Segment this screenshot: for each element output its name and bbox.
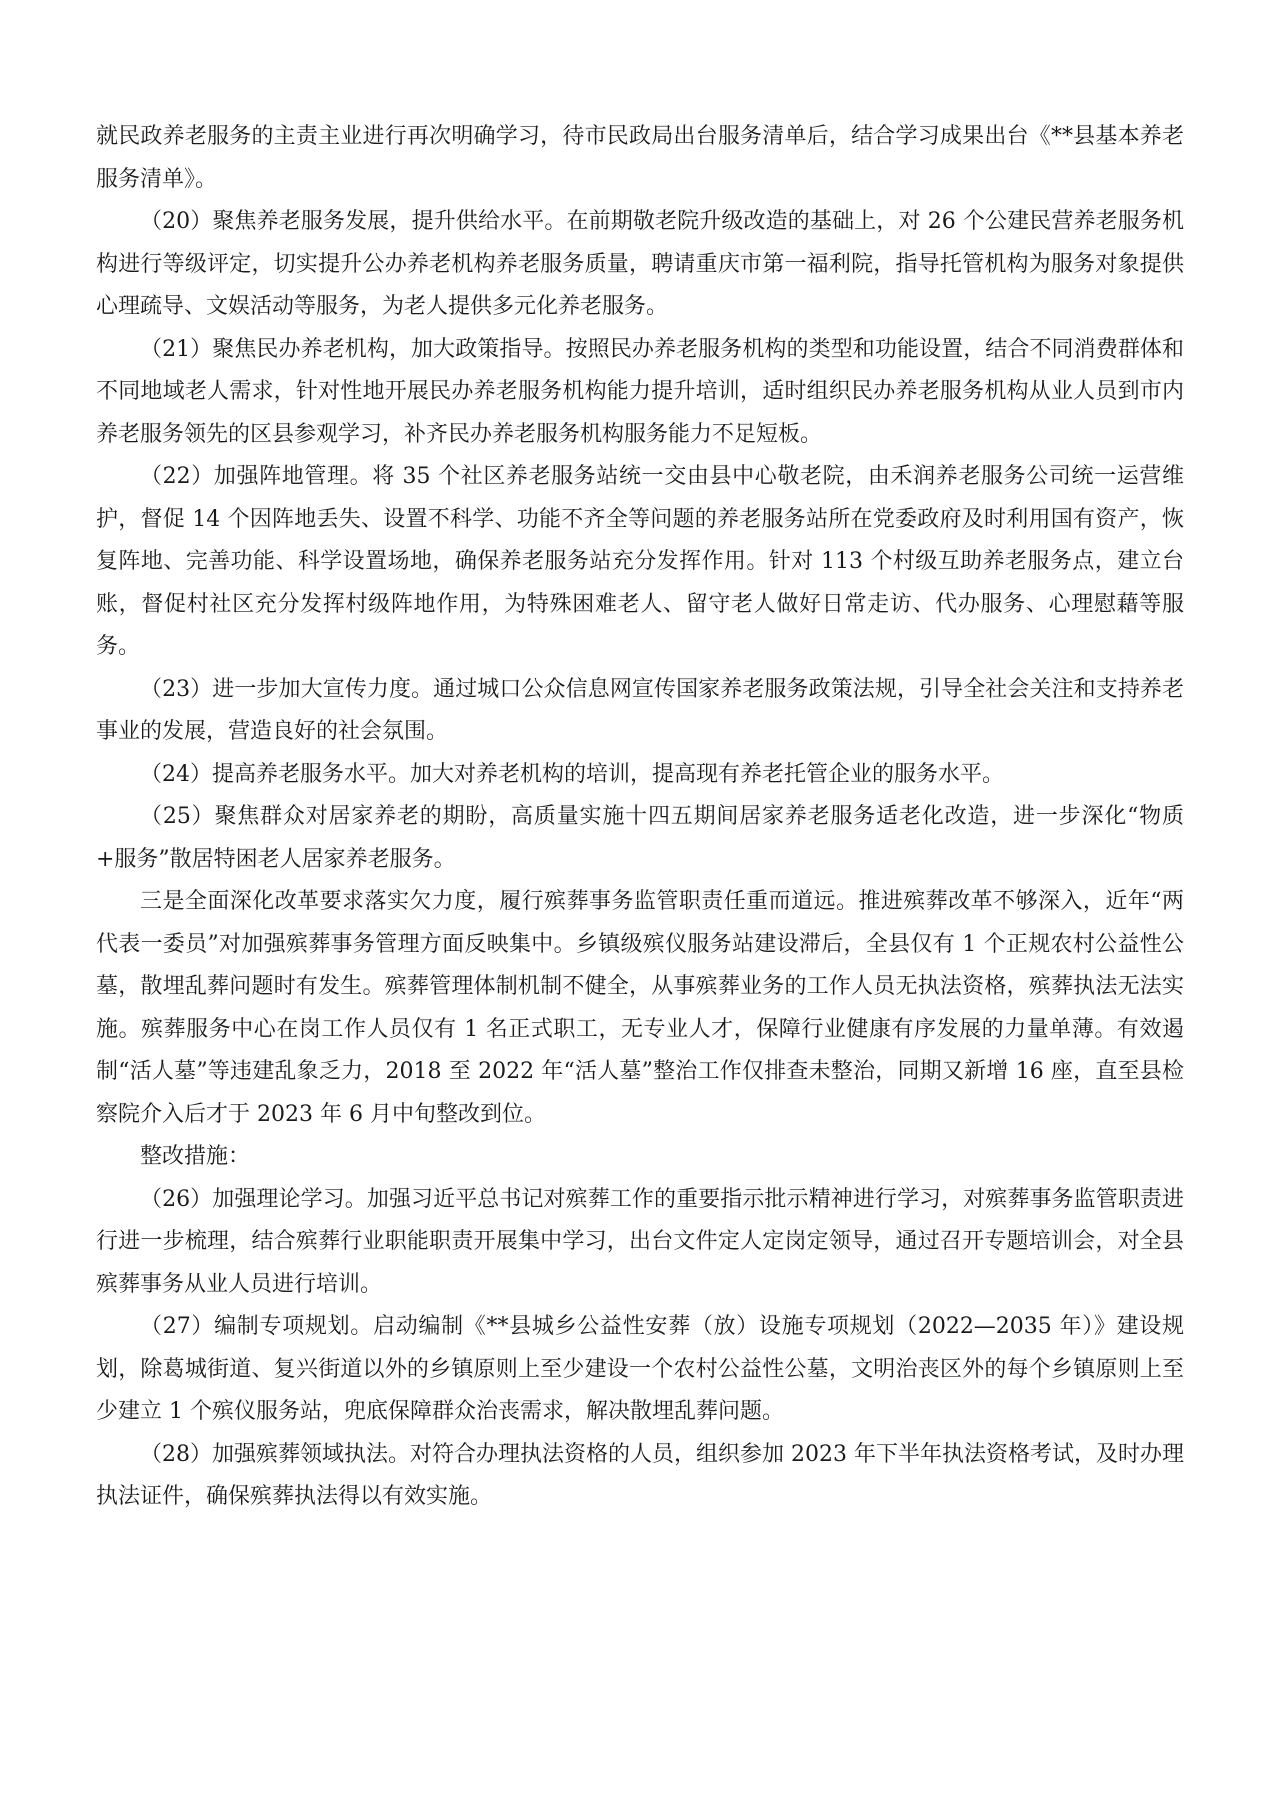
paragraph-item-25: （25）聚焦群众对居家养老的期盼，高质量实施十四五期间居家养老服务适老化改造，进一步深化“物质+服务”散居特困老人居家养老服务。	[96, 804, 1184, 872]
paragraph-continuation: 就民政养老服务的主责主业进行再次明确学习，待市民政局出台服务清单后，结合学习成果出台《**县基本养老服务清单》。	[96, 124, 1184, 192]
paragraph-item-20: （20）聚焦养老服务发展，提升供给水平。在前期敬老院升级改造的基础上，对 26 个公建民营养老服务机构进行等级评定，切实提升公办养老机构养老服务质量，聘请重庆市第一福利院，指导托管机构为服务对象提供心理疏导、文娱活动等服务，为老人提供多元化养老服务。	[96, 209, 1184, 319]
paragraph-item-22: （22）加强阵地管理。将 35 个社区养老服务站统一交由县中心敬老院，由禾润养老服务公司统一运营维护，督促 14 个因阵地丢失、设置不科学、功能不齐全等问题的养老服务站所在党委政府及时利用国有资产，恢复阵地、完善功能、科学设置场地，确保养老服务站充分发挥作用。针对 113 个村级互助养老服务点，建立台账，督促村社区充分发挥村级阵地作用，为特殊困难老人、留守老人做好日常走访、代办服务、心理慰藉等服务。	[96, 464, 1184, 659]
paragraph-item-23: （23）进一步加大宣传力度。通过城口公众信息网宣传国家养老服务政策法规，引导全社会关注和支持养老事业的发展，营造良好的社会氛围。	[96, 676, 1184, 744]
document-body	[96, 116, 1184, 1519]
paragraph-item-28: （28）加强殡葬领域执法。对符合办理执法资格的人员，组织参加 2023 年下半年执法资格考试，及时办理执法证件，确保殡葬执法得以有效实施。	[96, 1441, 1184, 1509]
paragraph-item-21: （21）聚焦民办养老机构，加大政策指导。按照民办养老服务机构的类型和功能设置，结合不同消费群体和不同地域老人需求，针对性地开展民办养老服务机构能力提升培训，适时组织民办养老服务机构从业人员到市内养老服务领先的区县参观学习，补齐民办养老服务机构服务能力不足短板。	[96, 336, 1184, 447]
paragraph-section-three: 三是全面深化改革要求落实欠力度，履行殡葬事务监管职责任重而道远。推进殡葬改革不够深入，近年“两代表一委员”对加强殡葬事务管理方面反映集中。乡镇级殡仪服务站建设滞后，全县仅有 1 个正规农村公益性公墓，散埋乱葬问题时有发生。殡葬管理体制机制不健全，从事殡葬业务的工作人员无执法资格，殡葬执法无法实施。殡葬服务中心在岗工作人员仅有 1 名正式职工，无专业人才，保障行业健康有序发展的力量单薄。有效遏制“活人墓”等违建乱象乏力，2018 至 2022 年“活人墓”整治工作仅排查未整治，同期又新增 16 座，直至县检察院介入后才于 2023 年 6 月中旬整改到位。	[96, 889, 1184, 1127]
paragraph-item-24: （24）提高养老服务水平。加大对养老机构的培训，提高现有养老托管企业的服务水平。	[140, 761, 1004, 787]
paragraph-item-26: （26）加强理论学习。加强习近平总书记对殡葬工作的重要指示批示精神进行学习，对殡葬事务监管职责进行进一步梳理，结合殡葬行业职能职责开展集中学习，出台文件定人定岗定领导，通过召开专题培训会，对全县殡葬事务从业人员进行培训。	[96, 1186, 1184, 1297]
paragraph-measures-heading: 整改措施：	[140, 1144, 251, 1169]
paragraph-item-27: （27）编制专项规划。启动编制《**县城乡公益性安葬（放）设施专项规划（2022—2035 年）》建设规划，除葛城街道、复兴街道以外的乡镇原则上至少建设一个农村公益性公墓，文明治丧区外的每个乡镇原则上至少建立 1 个殡仪服务站，兜底保障群众治丧需求，解决散埋乱葬问题。	[96, 1314, 1184, 1424]
